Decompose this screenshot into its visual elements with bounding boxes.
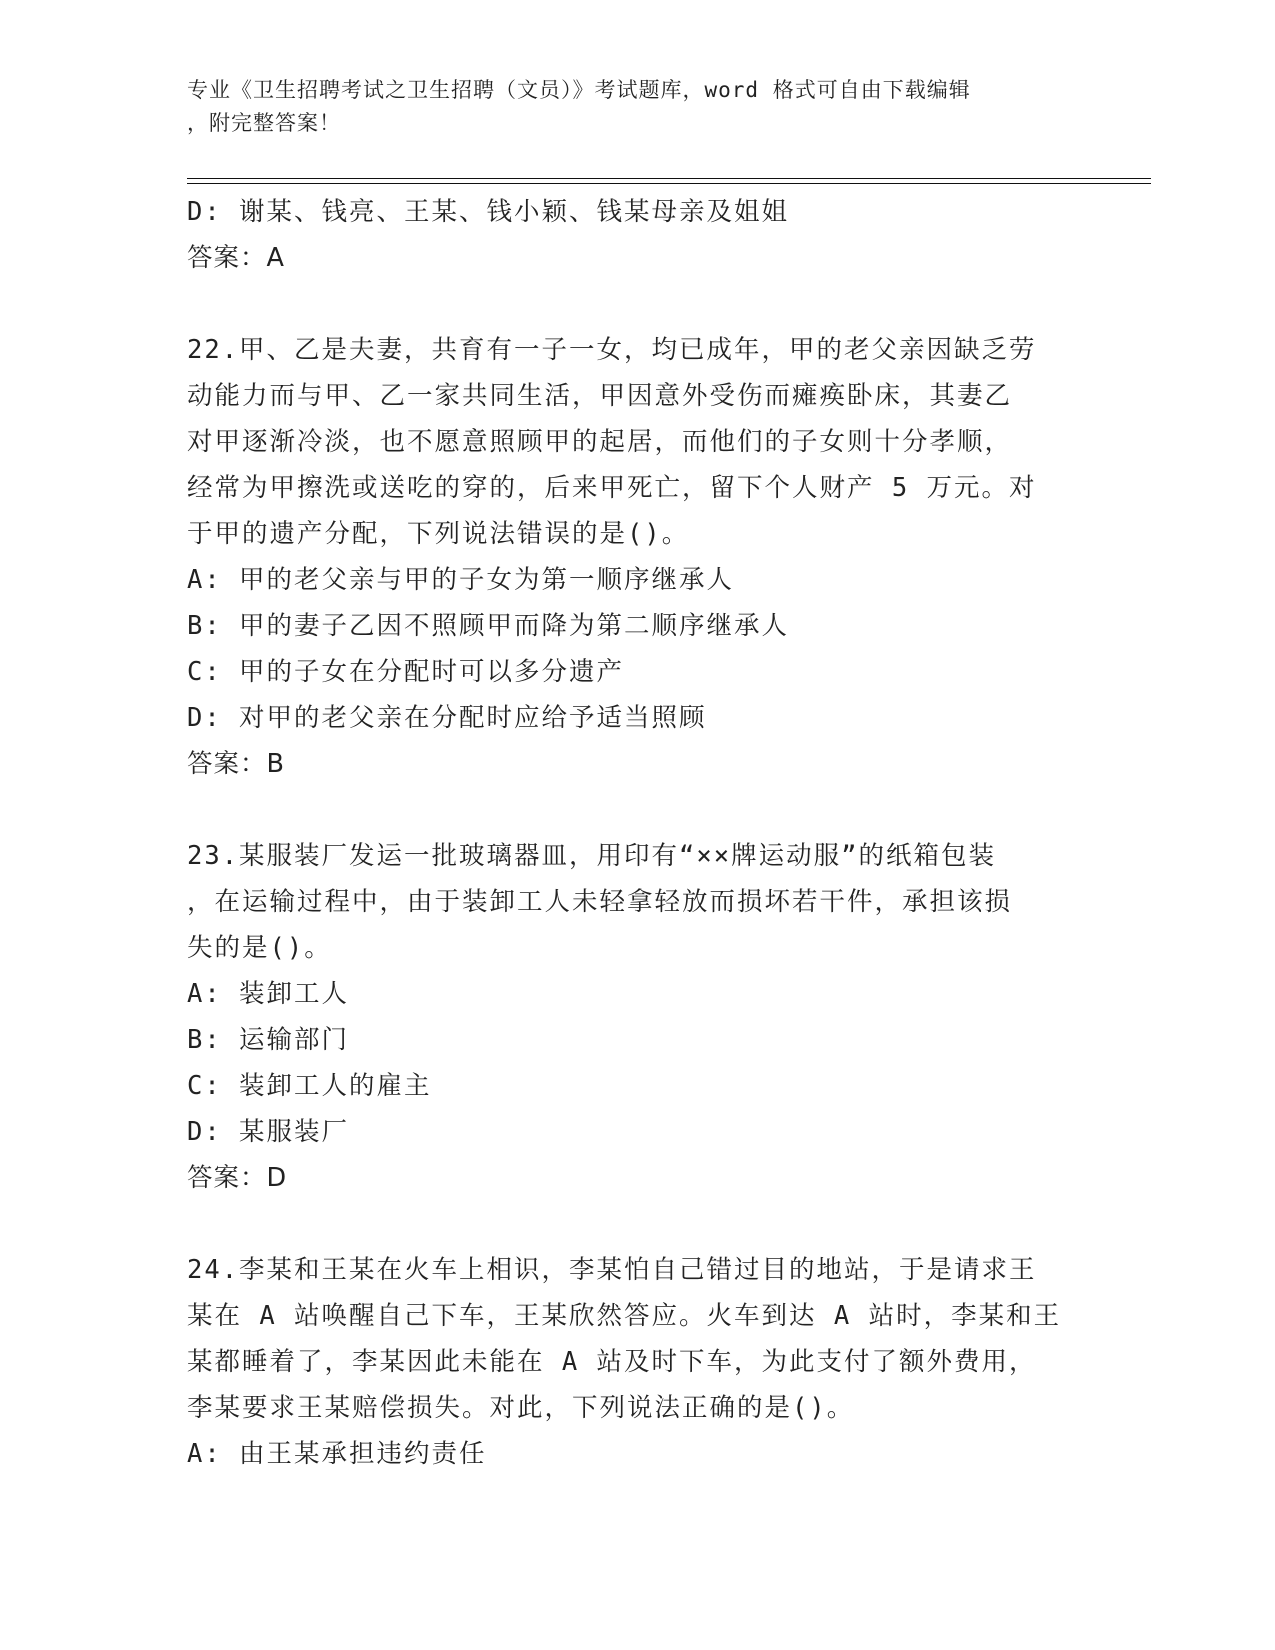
question-22-option-c: C: 甲的子女在分配时可以多分遗产 [187,657,625,687]
question-24-stem-line: 某在 A 站唤醒自己下车，王某欣然答应。火车到达 A 站时，李某和王 [187,1301,1062,1331]
question-24 [187,1247,1087,1477]
question-24-stem-line: 某都睡着了，李某因此未能在 A 站及时下车，为此支付了额外费用， [187,1347,1037,1377]
question-23-stem-line: 失的是()。 [187,933,332,963]
question-23-answer: 答案：D [187,1163,288,1193]
question-23 [187,833,1087,1201]
header-divider-bottom [187,183,1151,184]
question-22-option-a: A: 甲的老父亲与甲的子女为第一顺序继承人 [187,565,735,595]
question-23-stem-line: 23.某服装厂发运一批玻璃器皿，用印有“××牌运动服”的纸箱包装 [187,841,996,871]
question-content [187,189,1087,1477]
question-23-stem-line: ，在运输过程中，由于装卸工人未轻拿轻放而损坏若干件，承担该损 [187,887,1013,917]
question-22 [187,327,1087,787]
header-line-1: 专业《卫生招聘考试之卫生招聘（文员）》考试题库，word 格式可自由下载编辑 [187,78,971,102]
question-22-stem-line: 22.甲、乙是夫妻，共育有一子一女，均已成年，甲的老父亲因缺乏劳 [187,335,1037,365]
question-24-stem-line: 24.李某和王某在火车上相识，李某怕自己错过目的地站，于是请求王 [187,1255,1037,1285]
question-23-option-a: A: 装卸工人 [187,979,350,1009]
question-22-option-d: D: 对甲的老父亲在分配时应给予适当照顾 [187,703,707,733]
spacer [187,281,1087,327]
question-22-stem-line: 于甲的遗产分配，下列说法错误的是()。 [187,519,690,549]
question-22-stem-line: 经常为甲擦洗或送吃的穿的，后来甲死亡，留下个人财产 5 万元。对 [187,473,1037,503]
question-23-option-c: C: 装卸工人的雇主 [187,1071,432,1101]
question-22-stem-line: 动能力而与甲、乙一家共同生活，甲因意外受伤而瘫痪卧床，其妻乙 [187,381,1013,411]
question-24-stem-line: 李某要求王某赔偿损失。对此，下列说法正确的是()。 [187,1393,855,1423]
option-d-previous: D: 谢某、钱亮、王某、钱小颖、钱某母亲及姐姐 [187,197,790,227]
question-24-option-a: A: 由王某承担违约责任 [187,1439,487,1469]
question-23-option-d: D: 某服装厂 [187,1117,350,1147]
spacer [187,1201,1087,1247]
answer-previous: 答案：A [187,243,285,273]
header-divider-top [187,178,1151,179]
question-22-stem-line: 对甲逐渐冷淡，也不愿意照顾甲的起居，而他们的子女则十分孝顺， [187,427,1013,457]
header-line-2: ，附完整答案！ [187,111,341,135]
spacer [187,787,1087,833]
question-22-answer: 答案：B [187,749,285,779]
document-header [187,74,1067,140]
question-22-option-b: B: 甲的妻子乙因不照顾甲而降为第二顺序继承人 [187,611,790,641]
question-23-option-b: B: 运输部门 [187,1025,350,1055]
